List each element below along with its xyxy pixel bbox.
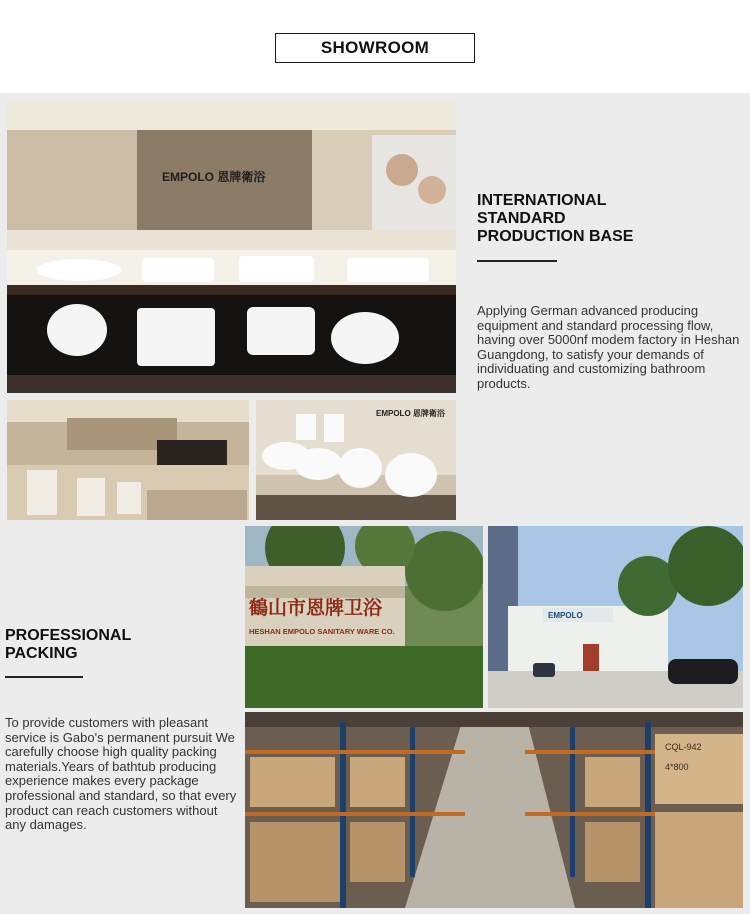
packing-heading-line-2: PACKING xyxy=(5,645,78,662)
factory-sign-cn: 鶴山市恩牌卫浴 xyxy=(249,598,383,619)
toilets-brand-sign: EMPOLO 恩牌衛浴 xyxy=(376,409,445,418)
factory-sign-en: HESHAN EMPOLO SANITARY WARE CO. xyxy=(249,627,395,636)
box-label-2: 4*800 xyxy=(665,762,689,772)
building-sign: EMPOLO xyxy=(548,611,583,620)
factory-sign-photo xyxy=(245,526,483,708)
showroom-title: SHOWROOM xyxy=(275,33,475,63)
showroom-photo xyxy=(7,100,456,393)
production-heading xyxy=(477,192,737,246)
warehouse-photo xyxy=(245,712,743,908)
packing-paragraph: To provide customers with pleasant service is Gabo's permanent pursuit We carefully choose high quality packing materials.Years of bathtub producing experience makes every package professional and standard, so that every product can reach customers without any damages. xyxy=(5,715,237,833)
showroom-brand-sign: EMPOLO 恩牌衛浴 xyxy=(162,170,266,184)
toilets-photo xyxy=(256,400,456,520)
production-heading-line-3: PRODUCTION BASE xyxy=(477,228,634,245)
production-divider xyxy=(477,260,557,262)
factory-building-photo xyxy=(488,526,743,708)
production-heading-line-1: INTERNATIONAL xyxy=(477,192,607,209)
production-heading-line-2: STANDARD xyxy=(477,210,566,227)
production-paragraph: Applying German advanced producing equipment and standard processing flow, having over 5000nf modem factory in Heshan Guangdong, to satisfy your demands of individuating and customizing bathroom products. xyxy=(477,303,740,391)
packing-heading xyxy=(5,627,235,663)
box-label-1: CQL-942 xyxy=(665,742,702,752)
showroom-interior-photo xyxy=(7,400,249,520)
packing-divider xyxy=(5,676,83,678)
packing-heading-line-1: PROFESSIONAL xyxy=(5,627,132,644)
